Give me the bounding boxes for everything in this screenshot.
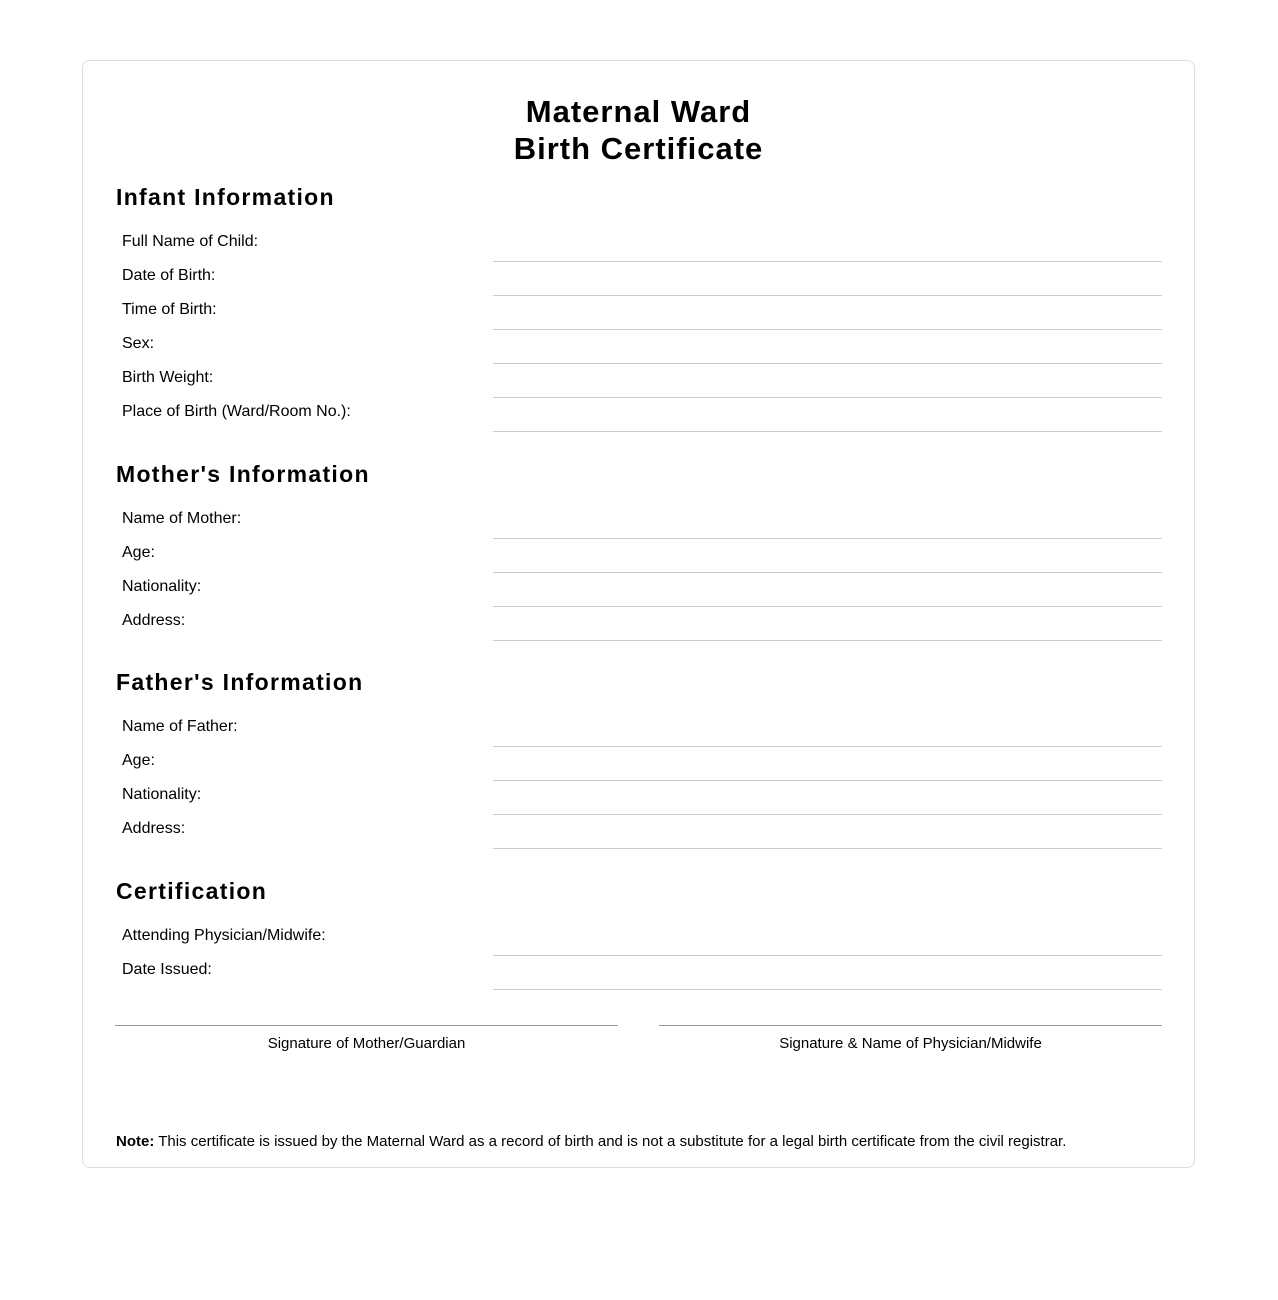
father-name-input[interactable] (493, 714, 1162, 747)
disclaimer-note (116, 1133, 1066, 1151)
certificate-card (82, 60, 1195, 1168)
signature-caption-physician: Signature & Name of Physician/Midwife (779, 1035, 1042, 1052)
field-row-father-nationality (115, 782, 1162, 816)
field-row-attending-physician (115, 923, 1162, 957)
certificate-title (115, 93, 1162, 167)
mother-nationality-input[interactable] (493, 574, 1162, 607)
field-row-date-of-birth (115, 263, 1162, 297)
section-heading-certification: Certification (116, 878, 268, 904)
note-text: This certificate is issued by the Maternal Ward as a record of birth and is not a substitute for a legal birth certificate from the civil registrar. (154, 1133, 1067, 1150)
field-label: Nationality: (122, 786, 202, 803)
sex-input[interactable] (493, 331, 1162, 364)
section-heading-mother: Mother's Information (116, 461, 370, 487)
father-address-input[interactable] (493, 816, 1162, 849)
section-heading-father: Father's Information (116, 669, 364, 695)
attending-physician-input[interactable] (493, 923, 1162, 956)
field-label: Address: (122, 612, 186, 629)
signature-physician-block[interactable] (659, 1025, 1162, 1053)
mother-address-input[interactable] (493, 608, 1162, 641)
mother-name-input[interactable] (493, 506, 1162, 539)
signature-line-physician[interactable] (659, 1025, 1162, 1026)
father-age-input[interactable] (493, 748, 1162, 781)
field-row-mother-age (115, 540, 1162, 574)
field-label: Name of Father: (122, 718, 238, 735)
title-line-2: Birth Certificate (513, 131, 764, 166)
field-label: Full Name of Child: (122, 233, 259, 250)
field-label: Age: (122, 544, 155, 561)
field-label: Sex: (122, 335, 155, 352)
place-of-birth-input[interactable] (493, 399, 1162, 432)
field-row-mother-address (115, 608, 1162, 642)
field-row-mother-nationality (115, 574, 1162, 608)
field-label: Attending Physician/Midwife: (122, 927, 326, 944)
title-line-1: Maternal Ward (525, 94, 752, 129)
field-label: Date Issued: (122, 961, 212, 978)
mother-fields (115, 506, 1162, 642)
father-nationality-input[interactable] (493, 782, 1162, 815)
field-label: Name of Mother: (122, 510, 242, 527)
time-of-birth-input[interactable] (493, 297, 1162, 330)
field-label: Nationality: (122, 578, 202, 595)
field-label: Date of Birth: (122, 267, 216, 284)
signature-mother-block[interactable] (115, 1025, 618, 1053)
field-row-father-age (115, 748, 1162, 782)
field-label: Place of Birth (Ward/Room No.): (122, 403, 351, 420)
mother-age-input[interactable] (493, 540, 1162, 573)
field-row-father-address (115, 816, 1162, 850)
certification-fields (115, 923, 1162, 991)
field-label: Time of Birth: (122, 301, 217, 318)
date-issued-input[interactable] (493, 957, 1162, 990)
child-name-input[interactable] (493, 229, 1162, 262)
field-label: Age: (122, 752, 155, 769)
field-label: Birth Weight: (122, 369, 214, 386)
date-of-birth-input[interactable] (493, 263, 1162, 296)
field-row-mother-name (115, 506, 1162, 540)
field-label: Address: (122, 820, 186, 837)
field-row-father-name (115, 714, 1162, 748)
field-row-birth-weight (115, 365, 1162, 399)
infant-fields (115, 229, 1162, 433)
note-label: Note: (116, 1133, 155, 1150)
signature-caption-mother: Signature of Mother/Guardian (267, 1035, 466, 1052)
field-row-child-name (115, 229, 1162, 263)
field-row-place-of-birth (115, 399, 1162, 433)
field-row-date-issued (115, 957, 1162, 991)
field-row-time-of-birth (115, 297, 1162, 331)
signature-line-mother[interactable] (115, 1025, 618, 1026)
father-fields (115, 714, 1162, 850)
birth-weight-input[interactable] (493, 365, 1162, 398)
field-row-sex (115, 331, 1162, 365)
section-heading-infant: Infant Information (116, 184, 335, 210)
